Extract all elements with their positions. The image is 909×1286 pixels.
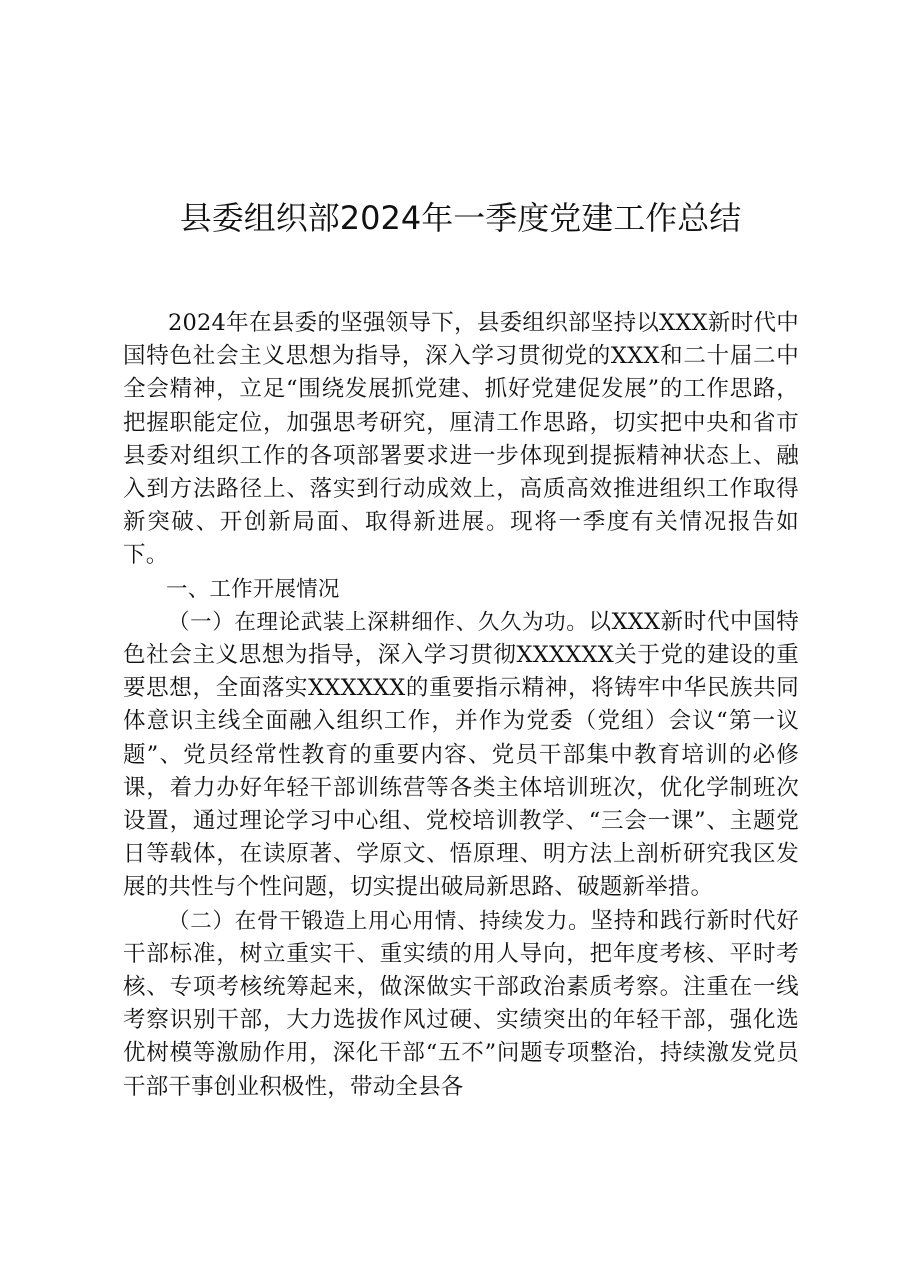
- document-title: 县委组织部2024年一季度党建工作总结: [179, 199, 742, 237]
- document-body: [123, 307, 799, 1104]
- section-heading: 一、工作开展情况: [166, 576, 340, 602]
- item-2-lead: （二）在骨干锻造上用心用情、持续发力。: [168, 908, 591, 934]
- item-1-paragraph: [123, 606, 799, 905]
- item-1-body: 以XXX新时代中国特色社会主义思想为指导，深入学习贯彻XXXXXX关于党的建设的重要思想，全面落实XXXXXX的重要指示精神，将铸牢中华民族共同体意识主线全面融入组织工作，并作为党委（党组）会议“第一议题”、党员经常性教育的重要内容、党员干部集中教育培训的必修课，着力办好年轻干部训练营等各类主体培训班次，优化学制班次设置，通过理论学习中心组、党校培训教学、“三会一课”、主题党日等载体，在读原著、学原文、悟原理、明方法上剖析研究我区发展的共性与个性问题，切实提出破局新思路、破题新举措。: [123, 608, 799, 901]
- item-2-body: 坚持和践行新时代好干部标准，树立重实干、重实绩的用人导向，把年度考核、平时考核、专项考核统筹起来，做深做实干部政治素质考察。注重在一线考察识别干部，大力选拔作风过硬、实绩突出的年轻干部，强化选优树模等激励作用，深化干部“五不”问题专项整治，持续激发党员干部干事创业积极性，带动全县各: [123, 907, 799, 1100]
- intro-paragraph: 2024年在县委的坚强领导下，县委组织部坚持以XXX新时代中国特色社会主义思想为指导，深入学习贯彻党的XXX和二十届二中全会精神，立足“围绕发展抓党建、抓好党建促发展”的工作思路，把握职能定位，加强思考研究，厘清工作思路，切实把中央和省市县委对组织工作的各项部署要求进一步体现到提振精神状态上、融入到方法路径上、落实到行动成效上，高质高效推进组织工作取得新突破、开创新局面、取得新进展。现将一季度有关情况报告如下。: [123, 310, 799, 569]
- item-1-lead: （一）在理论武装上深耕细作、久久为功。: [168, 609, 589, 635]
- item-2-paragraph: [123, 905, 799, 1104]
